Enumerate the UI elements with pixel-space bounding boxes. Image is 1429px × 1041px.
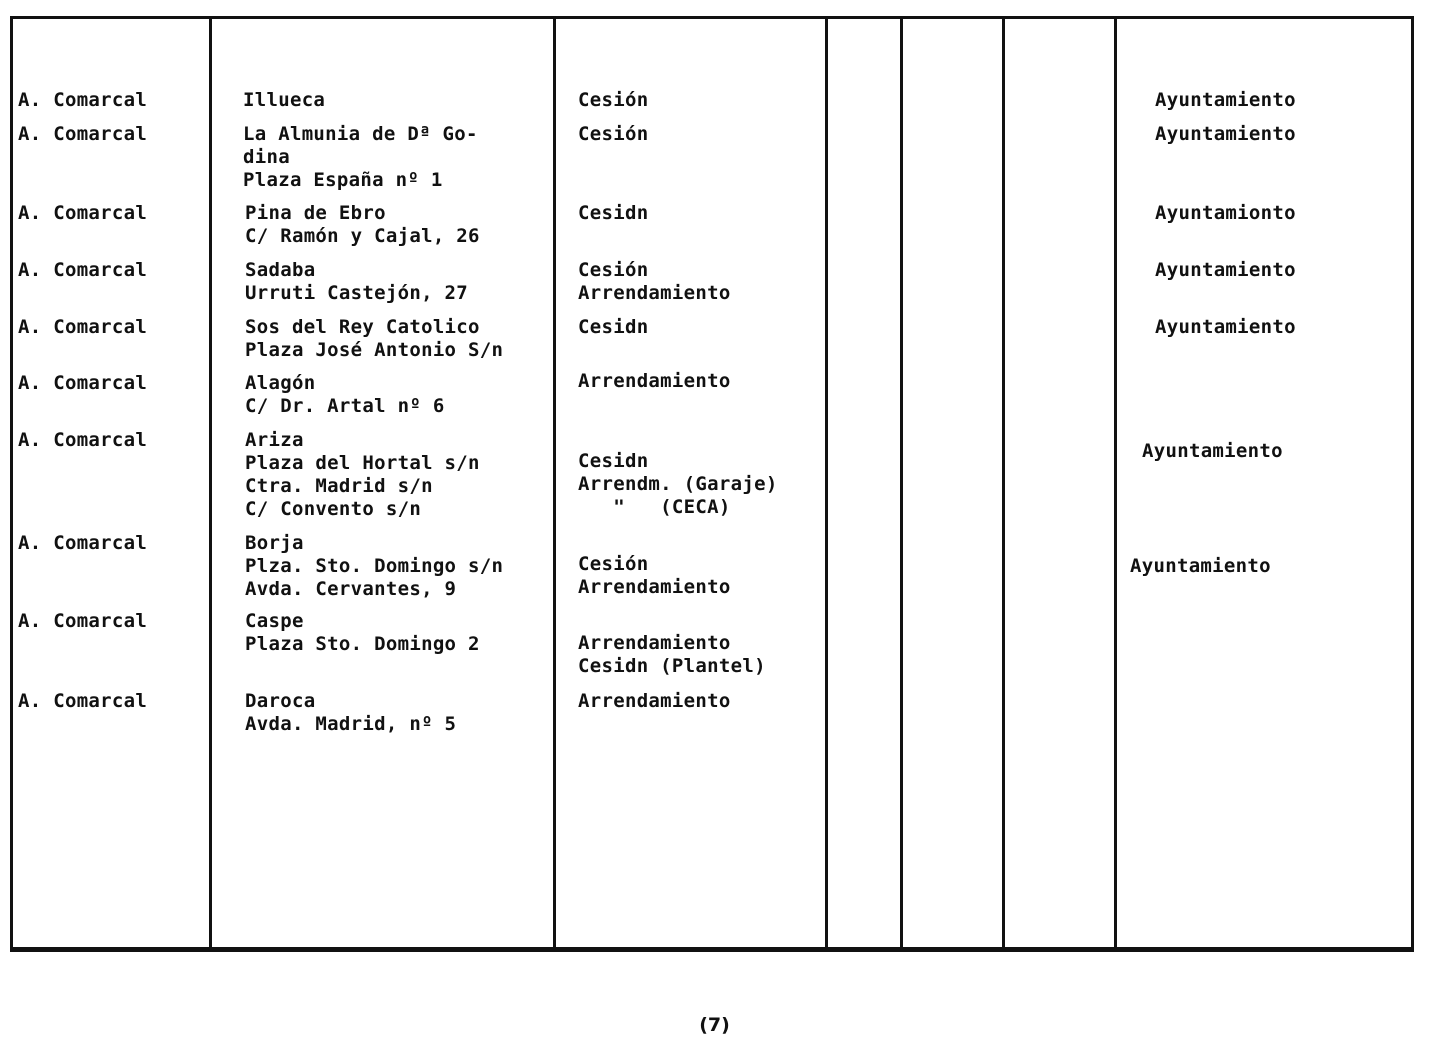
row-type: A. Comarcal	[18, 89, 148, 111]
row-owner: Ayuntamiento	[1155, 89, 1296, 111]
row-type: A. Comarcal	[18, 202, 148, 224]
column-divider-1	[209, 18, 212, 948]
column-divider-4	[900, 18, 903, 948]
row-location-line: Illueca	[243, 89, 326, 111]
row-location-line: Alagón	[245, 372, 316, 394]
row-type: A. Comarcal	[18, 123, 148, 145]
row-owner: Ayuntamiento	[1155, 123, 1296, 145]
row-type: A. Comarcal	[18, 372, 148, 394]
row-location-line: C/ Dr. Artal nº 6	[245, 395, 445, 417]
row-regime-line: Arrendm. (Garaje)	[578, 473, 778, 495]
row-owner: Ayuntamionto	[1155, 202, 1296, 224]
column-divider-2	[553, 18, 556, 948]
column-divider-5	[1002, 18, 1005, 948]
row-regime-line: Cesidn	[578, 316, 649, 338]
row-location-line: dina	[243, 146, 290, 168]
row-regime-line: Arrendamiento	[578, 576, 731, 598]
row-location-line: Pina de Ebro	[245, 202, 386, 224]
column-divider-3	[825, 18, 828, 948]
row-owner: Ayuntamiento	[1130, 555, 1271, 577]
row-type: A. Comarcal	[18, 610, 148, 632]
row-location-line: Plaza del Hortal s/n	[245, 452, 480, 474]
row-regime-line: Cesión	[578, 553, 649, 575]
row-location-line: Sadaba	[245, 259, 316, 281]
row-owner: Ayuntamiento	[1155, 259, 1296, 281]
row-location-line: Plaza España nº 1	[243, 169, 443, 191]
row-location-line: Sos del Rey Catolico	[245, 316, 480, 338]
row-regime-line: Cesión	[578, 89, 649, 111]
row-owner: Ayuntamiento	[1155, 316, 1296, 338]
row-type: A. Comarcal	[18, 690, 148, 712]
row-regime-line: Cesidn	[578, 450, 649, 472]
row-location-line: Ctra. Madrid s/n	[245, 475, 433, 497]
row-location-line: Avda. Cervantes, 9	[245, 578, 457, 600]
row-regime-line: Cesidn (Plantel)	[578, 655, 766, 677]
row-location-line: Plza. Sto. Domingo s/n	[245, 555, 504, 577]
row-location-line: Plaza José Antonio S/n	[245, 339, 504, 361]
row-location-line: Plaza Sto. Domingo 2	[245, 633, 480, 655]
row-regime-line: Cesión	[578, 123, 649, 145]
page-number: (7)	[699, 1014, 730, 1036]
row-regime-line: Arrendamiento	[578, 690, 731, 712]
row-owner: Ayuntamiento	[1142, 440, 1283, 462]
row-location-line: La Almunia de Dª Go-	[243, 123, 478, 145]
row-location-line: C/ Convento s/n	[245, 498, 422, 520]
row-regime-line: Cesidn	[578, 202, 649, 224]
row-type: A. Comarcal	[18, 316, 148, 338]
row-location-line: Borja	[245, 532, 304, 554]
row-regime-line: Arrendamiento	[578, 632, 731, 654]
row-location-line: Avda. Madrid, nº 5	[245, 713, 457, 735]
row-regime-line: " (CECA)	[578, 496, 731, 518]
row-type: A. Comarcal	[18, 532, 148, 554]
row-location-line: Caspe	[245, 610, 304, 632]
column-divider-6	[1114, 18, 1117, 948]
row-regime-line: Arrendamiento	[578, 282, 731, 304]
row-regime-line: Arrendamiento	[578, 370, 731, 392]
row-regime-line: Cesión	[578, 259, 649, 281]
row-location-line: Urruti Castejón, 27	[245, 282, 469, 304]
row-location-line: C/ Ramón y Cajal, 26	[245, 225, 480, 247]
row-location-line: Daroca	[245, 690, 316, 712]
row-location-line: Ariza	[245, 429, 304, 451]
row-type: A. Comarcal	[18, 429, 148, 451]
row-type: A. Comarcal	[18, 259, 148, 281]
